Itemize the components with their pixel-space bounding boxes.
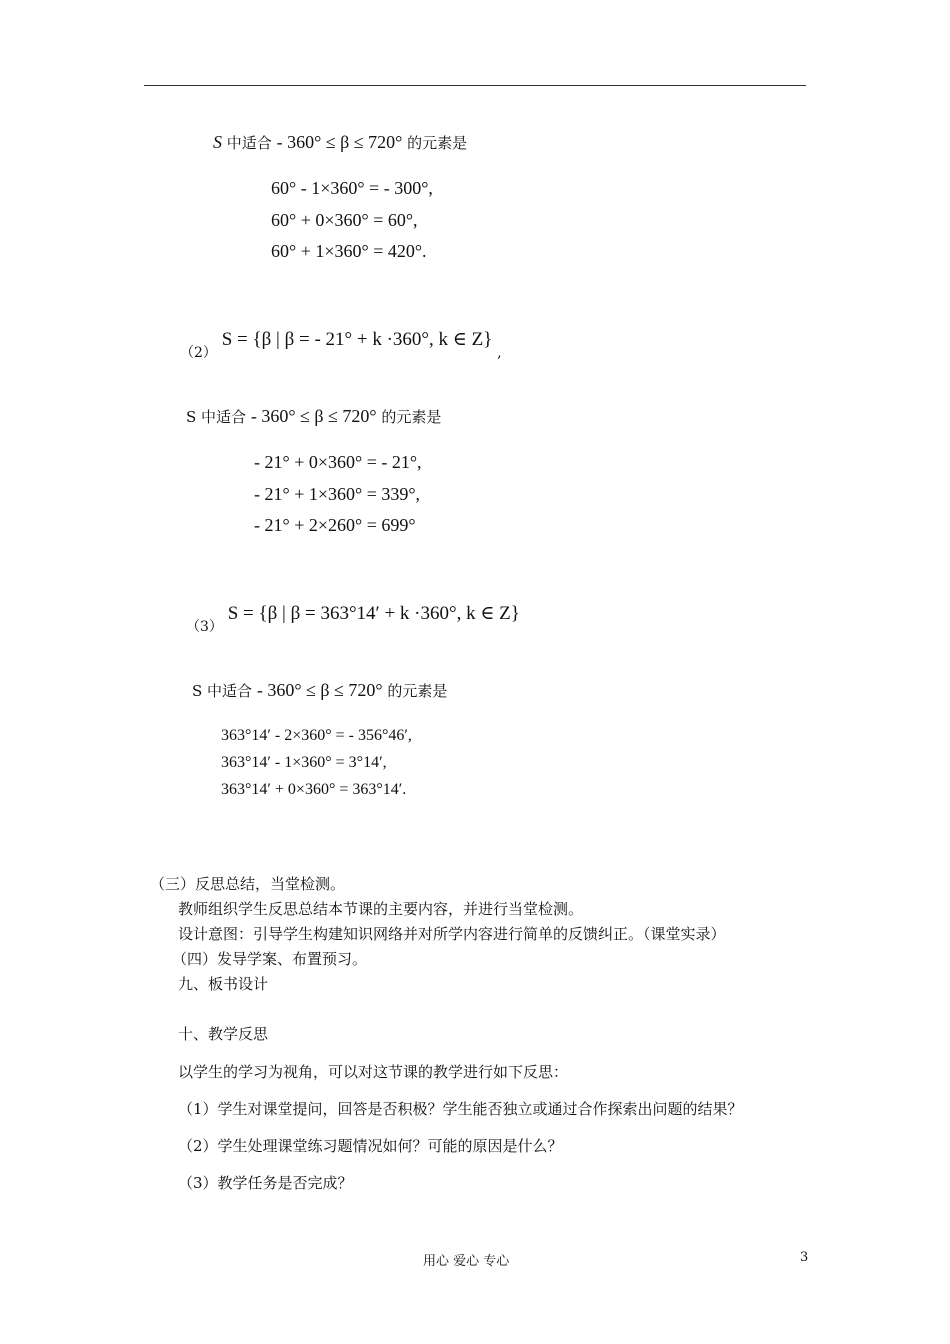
intro-condition: - 360° ≤ β ≤ 720° xyxy=(276,132,403,152)
intro-text: 中适合 xyxy=(226,134,272,152)
part2-set-definition: S = {β | β = - 21° + k ·360°, k ∈ Z} xyxy=(221,329,493,350)
part3-set-definition: S = {β | β = 363°14′ + k ·360°, k ∈ Z} xyxy=(227,603,520,624)
intro-suffix: 的元素是 xyxy=(387,682,448,700)
part2-set-line xyxy=(180,329,502,361)
section9-title: 九、板书设计 xyxy=(178,975,269,993)
intro-text: S 中适合 xyxy=(186,408,247,426)
part3-label: （3） xyxy=(186,619,223,635)
intro-condition: - 360° ≤ β ≤ 720° xyxy=(256,680,383,700)
part1-eq3: 60° + 1×360° = 420°. xyxy=(271,241,427,261)
set-symbol: S xyxy=(213,132,222,152)
section4-title: （四）发导学案、布置预习。 xyxy=(172,950,368,968)
section3-paragraph1: 教师组织学生反思总结本节课的主要内容，并进行当堂检测。 xyxy=(178,900,584,918)
part2-label: （2） xyxy=(180,345,217,361)
part2-set-tail: , xyxy=(497,345,502,361)
part1-eq2: 60° + 0×360° = 60°, xyxy=(271,210,418,230)
section10-intro: 以学生的学习为视角，可以对这节课的教学进行如下反思： xyxy=(178,1063,569,1081)
reflection-question-3: （3）教学任务是否完成？ xyxy=(178,1174,353,1192)
part3-set-line xyxy=(186,603,520,635)
part3-eq1: 363°14′ - 2×360° = - 356°46′, xyxy=(221,727,412,744)
intro-text: S 中适合 xyxy=(192,682,253,700)
part3-eq2: 363°14′ - 1×360° = 3°14′, xyxy=(221,754,387,771)
part2-eq1: - 21° + 0×360° = - 21°, xyxy=(254,452,422,472)
part2-eq2: - 21° + 1×360° = 339°, xyxy=(254,484,421,504)
reflection-question-1: （1）学生对课堂提问，回答是否积极？学生能否独立或通过合作探索出问题的结果？ xyxy=(178,1100,743,1118)
part1-eq1: 60° - 1×360° = - 300°, xyxy=(271,178,433,198)
footer-motto: 用心 爱心 专心 xyxy=(423,1254,510,1269)
section3-title: （三）反思总结，当堂检测。 xyxy=(150,875,346,893)
page-number: 3 xyxy=(800,1250,809,1265)
intro-suffix: 的元素是 xyxy=(407,134,468,152)
header-rule xyxy=(144,85,806,86)
intro-condition: - 360° ≤ β ≤ 720° xyxy=(250,406,377,426)
reflection-question-2: （2）学生处理课堂练习题情况如何？可能的原因是什么？ xyxy=(178,1137,563,1155)
part1-intro xyxy=(213,132,467,153)
section3-paragraph2: 设计意图：引导学生构建知识网络并对所学内容进行简单的反馈纠正。（课堂实录） xyxy=(178,925,726,943)
part2-eq3: - 21° + 2×260° = 699° xyxy=(254,515,416,535)
intro-suffix: 的元素是 xyxy=(381,408,442,426)
part3-intro xyxy=(192,680,447,701)
section10-title: 十、教学反思 xyxy=(178,1025,269,1043)
part3-eq3: 363°14′ + 0×360° = 363°14′. xyxy=(221,781,407,798)
part2-intro xyxy=(186,406,441,427)
